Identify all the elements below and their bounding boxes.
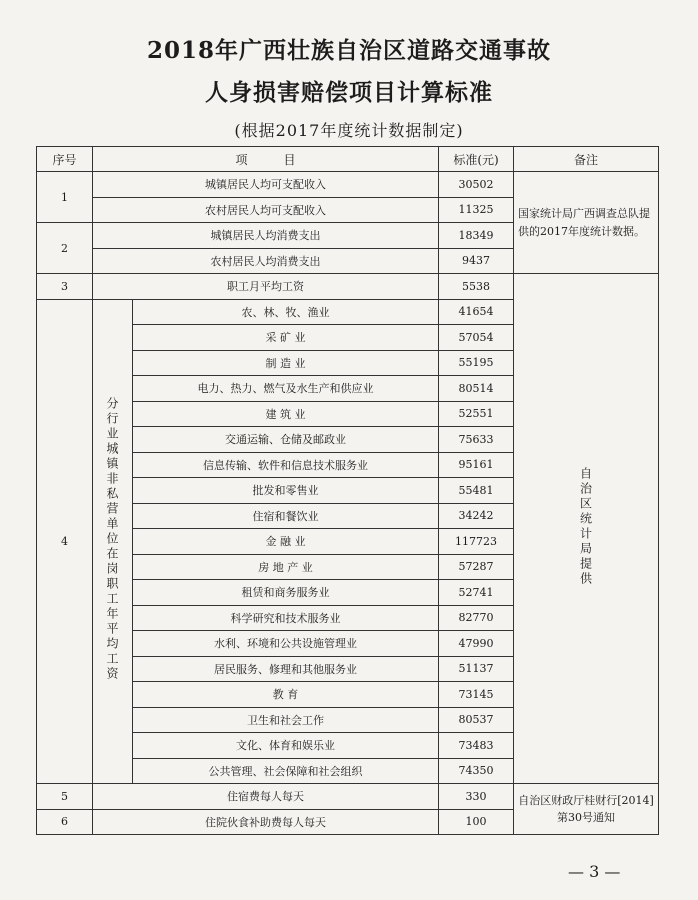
item-value: 80537 [439,707,514,733]
item-label: 信息传输、软件和信息技术服务业 [133,452,439,478]
item-value: 74350 [439,758,514,784]
item-label: 住宿费每人每天 [93,784,439,810]
item-label: 职工月平均工资 [93,274,439,300]
header-standard: 标准(元) [439,147,514,172]
item-label: 住院伙食补助费每人每天 [93,809,439,835]
header-remark: 备注 [514,147,659,172]
item-value: 41654 [439,299,514,325]
item-label: 文化、体育和娱乐业 [133,733,439,759]
item-label: 金 融 业 [133,529,439,555]
item-value: 9437 [439,248,514,274]
remark-middle [514,274,659,784]
item-label: 公共管理、社会保障和社会组织 [133,758,439,784]
item-value: 57287 [439,554,514,580]
seq-cell: 1 [37,172,93,223]
item-label: 批发和零售业 [133,478,439,504]
table-row [37,172,659,198]
item-value: 55481 [439,478,514,504]
item-value: 52741 [439,580,514,606]
item-value: 95161 [439,452,514,478]
table-header-row [37,147,659,172]
item-label: 采 矿 业 [133,325,439,351]
item-value: 57054 [439,325,514,351]
item-value: 18349 [439,223,514,249]
item-label: 制 造 业 [133,350,439,376]
item-label: 科学研究和技术服务业 [133,605,439,631]
item-value: 100 [439,809,514,835]
item-label: 城镇居民人均消费支出 [93,223,439,249]
item-value: 5538 [439,274,514,300]
item-label: 教 育 [133,682,439,708]
header-item: 项 目 [93,147,439,172]
item-value: 82770 [439,605,514,631]
item-value: 330 [439,784,514,810]
item-label: 住宿和餐饮业 [133,503,439,529]
item-label: 租赁和商务服务业 [133,580,439,606]
subtitle: (根据2017年度统计数据制定) [234,121,464,140]
seq-cell: 2 [37,223,93,274]
item-label: 电力、热力、燃气及水生产和供应业 [133,376,439,402]
item-label: 房 地 产 业 [133,554,439,580]
remark-top: 国家统计局广西调查总队提供的2017年度统计数据。 [514,172,659,274]
item-value: 75633 [439,427,514,453]
group-label-cell [93,299,133,784]
item-value: 73483 [439,733,514,759]
item-label: 城镇居民人均可支配收入 [93,172,439,198]
remark-middle-text: 自治区统计局提供 [578,467,593,587]
seq-cell: 4 [37,299,93,784]
item-label: 水利、环境和公共设施管理业 [133,631,439,657]
item-value: 117723 [439,529,514,555]
page-number: — 3 — [568,862,621,881]
item-value: 80514 [439,376,514,402]
title-line-1: 2018年广西壮族自治区道路交通事故 [146,37,551,64]
item-label: 建 筑 业 [133,401,439,427]
remark-bottom: 自治区财政厅桂财行[2014]第30号通知 [514,784,659,835]
item-label: 交通运输、仓储及邮政业 [133,427,439,453]
header-seq: 序号 [37,147,93,172]
group-label: 分行业城镇非私营单位在岗职工年平均工资 [105,397,119,683]
item-value: 51137 [439,656,514,682]
table-row [37,784,659,810]
item-value: 30502 [439,172,514,198]
seq-cell: 6 [37,809,93,835]
table-row [37,274,659,300]
seq-cell: 3 [37,274,93,300]
item-value: 73145 [439,682,514,708]
item-value: 55195 [439,350,514,376]
item-value: 47990 [439,631,514,657]
seq-cell: 5 [37,784,93,810]
item-value: 34242 [439,503,514,529]
item-label: 农村居民人均消费支出 [93,248,439,274]
item-value: 11325 [439,197,514,223]
item-label: 居民服务、修理和其他服务业 [133,656,439,682]
title-line-2: 人身损害赔偿项目计算标准 [205,79,493,106]
item-label: 农、林、牧、渔业 [133,299,439,325]
compensation-standards-table [36,146,659,835]
item-label: 卫生和社会工作 [133,707,439,733]
item-value: 52551 [439,401,514,427]
item-label: 农村居民人均可支配收入 [93,197,439,223]
